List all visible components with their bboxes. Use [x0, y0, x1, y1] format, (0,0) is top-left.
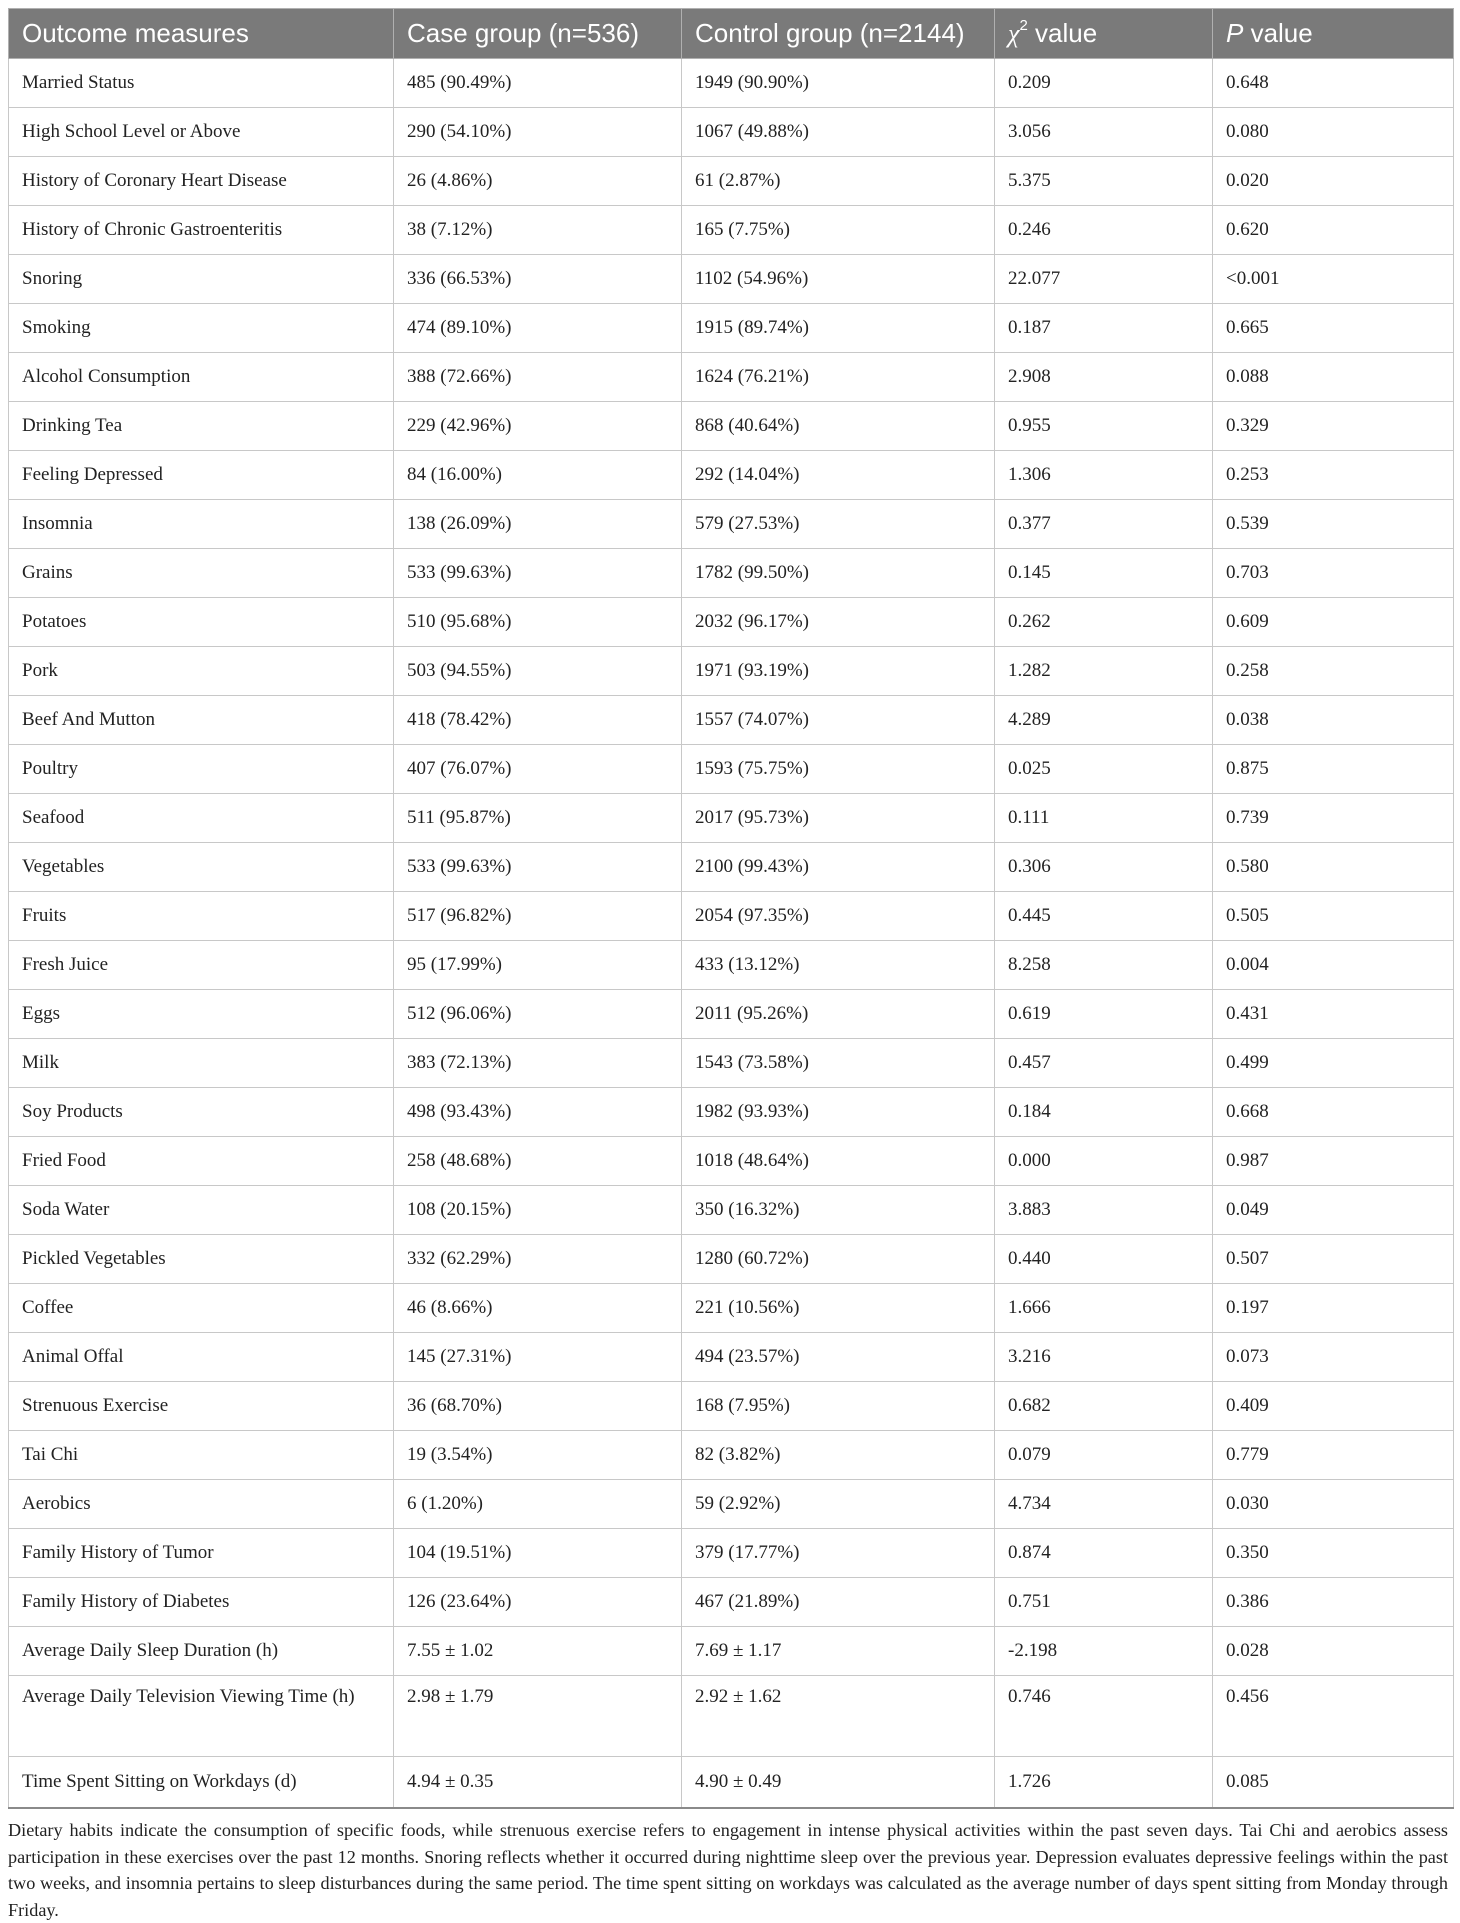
table-body	[9, 59, 1454, 1809]
cell-outcome-measure: Fried Food	[9, 1137, 394, 1186]
cell-p-value: 0.499	[1213, 1039, 1454, 1088]
cell-p-value: 0.431	[1213, 990, 1454, 1039]
cell-p-value: 0.020	[1213, 157, 1454, 206]
cell-p-value: 0.049	[1213, 1186, 1454, 1235]
table-row	[9, 892, 1454, 941]
cell-control-group: 168 (7.95%)	[682, 1382, 995, 1431]
cell-control-group: 350 (16.32%)	[682, 1186, 995, 1235]
cell-outcome-measure: Fresh Juice	[9, 941, 394, 990]
cell-p-value: 0.329	[1213, 402, 1454, 451]
cell-control-group: 292 (14.04%)	[682, 451, 995, 500]
cell-control-group: 221 (10.56%)	[682, 1284, 995, 1333]
cell-control-group: 1782 (99.50%)	[682, 549, 995, 598]
cell-p-value: 0.088	[1213, 353, 1454, 402]
cell-chi-square: 0.682	[995, 1382, 1213, 1431]
cell-case-group: 388 (72.66%)	[394, 353, 682, 402]
cell-outcome-measure: Strenuous Exercise	[9, 1382, 394, 1431]
cell-p-value: 0.028	[1213, 1627, 1454, 1676]
table-row	[9, 108, 1454, 157]
cell-p-value: 0.580	[1213, 843, 1454, 892]
cell-outcome-measure: Aerobics	[9, 1480, 394, 1529]
cell-chi-square: 4.289	[995, 696, 1213, 745]
header-chi-square-value	[995, 9, 1213, 59]
table-row	[9, 794, 1454, 843]
cell-chi-square: 1.666	[995, 1284, 1213, 1333]
cell-case-group: 7.55 ± 1.02	[394, 1627, 682, 1676]
table-row	[9, 451, 1454, 500]
cell-p-value: 0.665	[1213, 304, 1454, 353]
cell-chi-square: 0.145	[995, 549, 1213, 598]
chi-superscript: 2	[1019, 17, 1028, 35]
cell-chi-square: 1.726	[995, 1757, 1213, 1809]
cell-case-group: 2.98 ± 1.79	[394, 1676, 682, 1757]
table-row	[9, 1186, 1454, 1235]
cell-chi-square: 0.751	[995, 1578, 1213, 1627]
cell-case-group: 485 (90.49%)	[394, 59, 682, 108]
cell-control-group: 1982 (93.93%)	[682, 1088, 995, 1137]
table-row	[9, 647, 1454, 696]
cell-chi-square: 0.079	[995, 1431, 1213, 1480]
table-row	[9, 353, 1454, 402]
chi-symbol: χ	[1008, 19, 1020, 48]
cell-outcome-measure: Pickled Vegetables	[9, 1235, 394, 1284]
table-row	[9, 1480, 1454, 1529]
cell-control-group: 1102 (54.96%)	[682, 255, 995, 304]
cell-control-group: 1280 (60.72%)	[682, 1235, 995, 1284]
cell-outcome-measure: Vegetables	[9, 843, 394, 892]
cell-chi-square: 22.077	[995, 255, 1213, 304]
cell-case-group: 474 (89.10%)	[394, 304, 682, 353]
cell-outcome-measure: Potatoes	[9, 598, 394, 647]
table-row	[9, 1529, 1454, 1578]
table-row	[9, 1676, 1454, 1757]
cell-case-group: 407 (76.07%)	[394, 745, 682, 794]
cell-p-value: 0.609	[1213, 598, 1454, 647]
cell-p-value: 0.987	[1213, 1137, 1454, 1186]
cell-chi-square: 3.883	[995, 1186, 1213, 1235]
table-header	[9, 9, 1454, 59]
cell-outcome-measure: Smoking	[9, 304, 394, 353]
cell-p-value: 0.507	[1213, 1235, 1454, 1284]
cell-outcome-measure: Average Daily Sleep Duration (h)	[9, 1627, 394, 1676]
cell-outcome-measure: Family History of Tumor	[9, 1529, 394, 1578]
table-row	[9, 1039, 1454, 1088]
table-row	[9, 598, 1454, 647]
cell-p-value: 0.253	[1213, 451, 1454, 500]
cell-p-value: 0.038	[1213, 696, 1454, 745]
table-row	[9, 1333, 1454, 1382]
cell-case-group: 383 (72.13%)	[394, 1039, 682, 1088]
cell-chi-square: 0.457	[995, 1039, 1213, 1088]
cell-chi-square: 0.874	[995, 1529, 1213, 1578]
header-row	[9, 9, 1454, 59]
cell-control-group: 4.90 ± 0.49	[682, 1757, 995, 1809]
cell-control-group: 2054 (97.35%)	[682, 892, 995, 941]
table-row	[9, 304, 1454, 353]
cell-outcome-measure: Animal Offal	[9, 1333, 394, 1382]
cell-control-group: 2.92 ± 1.62	[682, 1676, 995, 1757]
cell-control-group: 868 (40.64%)	[682, 402, 995, 451]
cell-control-group: 1624 (76.21%)	[682, 353, 995, 402]
table-row	[9, 1088, 1454, 1137]
cell-outcome-measure: Tai Chi	[9, 1431, 394, 1480]
cell-chi-square: 2.908	[995, 353, 1213, 402]
cell-p-value: 0.703	[1213, 549, 1454, 598]
cell-p-value: 0.004	[1213, 941, 1454, 990]
cell-control-group: 1593 (75.75%)	[682, 745, 995, 794]
table-row	[9, 696, 1454, 745]
cell-case-group: 6 (1.20%)	[394, 1480, 682, 1529]
cell-chi-square: 0.111	[995, 794, 1213, 843]
cell-case-group: 511 (95.87%)	[394, 794, 682, 843]
cell-chi-square: 0.000	[995, 1137, 1213, 1186]
cell-case-group: 126 (23.64%)	[394, 1578, 682, 1627]
cell-control-group: 579 (27.53%)	[682, 500, 995, 549]
cell-control-group: 2100 (99.43%)	[682, 843, 995, 892]
cell-p-value: <0.001	[1213, 255, 1454, 304]
cell-case-group: 145 (27.31%)	[394, 1333, 682, 1382]
table-row	[9, 402, 1454, 451]
cell-control-group: 1949 (90.90%)	[682, 59, 995, 108]
cell-case-group: 104 (19.51%)	[394, 1529, 682, 1578]
cell-case-group: 38 (7.12%)	[394, 206, 682, 255]
cell-control-group: 1018 (48.64%)	[682, 1137, 995, 1186]
cell-control-group: 59 (2.92%)	[682, 1480, 995, 1529]
cell-control-group: 1067 (49.88%)	[682, 108, 995, 157]
cell-case-group: 517 (96.82%)	[394, 892, 682, 941]
cell-outcome-measure: Feeling Depressed	[9, 451, 394, 500]
table-row	[9, 843, 1454, 892]
cell-case-group: 36 (68.70%)	[394, 1382, 682, 1431]
table-row	[9, 941, 1454, 990]
cell-outcome-measure: High School Level or Above	[9, 108, 394, 157]
cell-outcome-measure: History of Chronic Gastroenteritis	[9, 206, 394, 255]
cell-case-group: 418 (78.42%)	[394, 696, 682, 745]
cell-p-value: 0.739	[1213, 794, 1454, 843]
cell-control-group: 2011 (95.26%)	[682, 990, 995, 1039]
cell-case-group: 4.94 ± 0.35	[394, 1757, 682, 1809]
cell-chi-square: 0.445	[995, 892, 1213, 941]
cell-p-value: 0.539	[1213, 500, 1454, 549]
outcome-measures-table	[8, 8, 1454, 1809]
cell-chi-square: 3.056	[995, 108, 1213, 157]
cell-case-group: 498 (93.43%)	[394, 1088, 682, 1137]
cell-outcome-measure: Poultry	[9, 745, 394, 794]
cell-p-value: 0.648	[1213, 59, 1454, 108]
cell-control-group: 82 (3.82%)	[682, 1431, 995, 1480]
cell-chi-square: 0.209	[995, 59, 1213, 108]
cell-outcome-measure: Seafood	[9, 794, 394, 843]
header-outcome-measures: Outcome measures	[9, 9, 394, 59]
cell-chi-square: 3.216	[995, 1333, 1213, 1382]
cell-case-group: 533 (99.63%)	[394, 549, 682, 598]
cell-outcome-measure: Soda Water	[9, 1186, 394, 1235]
cell-chi-square: 4.734	[995, 1480, 1213, 1529]
table-row	[9, 1627, 1454, 1676]
cell-control-group: 1971 (93.19%)	[682, 647, 995, 696]
cell-p-value: 0.409	[1213, 1382, 1454, 1431]
cell-control-group: 1557 (74.07%)	[682, 696, 995, 745]
cell-control-group: 1915 (89.74%)	[682, 304, 995, 353]
cell-p-value: 0.350	[1213, 1529, 1454, 1578]
cell-case-group: 533 (99.63%)	[394, 843, 682, 892]
cell-control-group: 7.69 ± 1.17	[682, 1627, 995, 1676]
table-row	[9, 1235, 1454, 1284]
chi-label: value	[1027, 18, 1098, 48]
cell-outcome-measure: Grains	[9, 549, 394, 598]
header-control-group: Control group (n=2144)	[682, 9, 995, 59]
cell-chi-square: 8.258	[995, 941, 1213, 990]
cell-outcome-measure: Married Status	[9, 59, 394, 108]
cell-control-group: 494 (23.57%)	[682, 1333, 995, 1382]
cell-p-value: 0.197	[1213, 1284, 1454, 1333]
cell-control-group: 165 (7.75%)	[682, 206, 995, 255]
cell-chi-square: -2.198	[995, 1627, 1213, 1676]
cell-case-group: 229 (42.96%)	[394, 402, 682, 451]
cell-p-value: 0.080	[1213, 108, 1454, 157]
cell-outcome-measure: Average Daily Television Viewing Time (h)	[9, 1676, 394, 1757]
cell-chi-square: 0.262	[995, 598, 1213, 647]
cell-control-group: 467 (21.89%)	[682, 1578, 995, 1627]
table-row	[9, 549, 1454, 598]
header-p-value	[1213, 9, 1454, 59]
cell-outcome-measure: Pork	[9, 647, 394, 696]
cell-case-group: 512 (96.06%)	[394, 990, 682, 1039]
cell-p-value: 0.456	[1213, 1676, 1454, 1757]
cell-p-value: 0.875	[1213, 745, 1454, 794]
cell-case-group: 510 (95.68%)	[394, 598, 682, 647]
cell-chi-square: 0.619	[995, 990, 1213, 1039]
cell-outcome-measure: Coffee	[9, 1284, 394, 1333]
table-row	[9, 1757, 1454, 1809]
table-row	[9, 1137, 1454, 1186]
cell-chi-square: 0.306	[995, 843, 1213, 892]
cell-outcome-measure: Beef And Mutton	[9, 696, 394, 745]
cell-chi-square: 0.184	[995, 1088, 1213, 1137]
table-row	[9, 157, 1454, 206]
cell-outcome-measure: Milk	[9, 1039, 394, 1088]
cell-p-value: 0.030	[1213, 1480, 1454, 1529]
cell-control-group: 61 (2.87%)	[682, 157, 995, 206]
cell-outcome-measure: Eggs	[9, 990, 394, 1039]
cell-case-group: 95 (17.99%)	[394, 941, 682, 990]
cell-case-group: 290 (54.10%)	[394, 108, 682, 157]
table-row	[9, 990, 1454, 1039]
cell-p-value: 0.668	[1213, 1088, 1454, 1137]
table-row	[9, 1284, 1454, 1333]
table-row	[9, 59, 1454, 108]
cell-outcome-measure: Soy Products	[9, 1088, 394, 1137]
cell-chi-square: 0.187	[995, 304, 1213, 353]
cell-case-group: 26 (4.86%)	[394, 157, 682, 206]
cell-p-value: 0.505	[1213, 892, 1454, 941]
table-row	[9, 206, 1454, 255]
header-case-group: Case group (n=536)	[394, 9, 682, 59]
cell-case-group: 336 (66.53%)	[394, 255, 682, 304]
cell-case-group: 258 (48.68%)	[394, 1137, 682, 1186]
cell-control-group: 1543 (73.58%)	[682, 1039, 995, 1088]
cell-p-value: 0.258	[1213, 647, 1454, 696]
cell-p-value: 0.073	[1213, 1333, 1454, 1382]
table-row	[9, 1578, 1454, 1627]
cell-outcome-measure: History of Coronary Heart Disease	[9, 157, 394, 206]
table-row	[9, 1382, 1454, 1431]
cell-case-group: 503 (94.55%)	[394, 647, 682, 696]
cell-case-group: 84 (16.00%)	[394, 451, 682, 500]
table-row	[9, 255, 1454, 304]
cell-chi-square: 0.377	[995, 500, 1213, 549]
cell-outcome-measure: Time Spent Sitting on Workdays (d)	[9, 1757, 394, 1809]
table-row	[9, 1431, 1454, 1480]
p-label: value	[1243, 18, 1313, 48]
cell-p-value: 0.779	[1213, 1431, 1454, 1480]
cell-chi-square: 0.746	[995, 1676, 1213, 1757]
cell-case-group: 138 (26.09%)	[394, 500, 682, 549]
cell-p-value: 0.085	[1213, 1757, 1454, 1809]
p-symbol: P	[1226, 18, 1244, 48]
cell-case-group: 332 (62.29%)	[394, 1235, 682, 1284]
cell-chi-square: 1.306	[995, 451, 1213, 500]
table-row	[9, 745, 1454, 794]
table-row	[9, 500, 1454, 549]
cell-chi-square: 0.955	[995, 402, 1213, 451]
cell-outcome-measure: Fruits	[9, 892, 394, 941]
cell-control-group: 2017 (95.73%)	[682, 794, 995, 843]
cell-control-group: 2032 (96.17%)	[682, 598, 995, 647]
cell-chi-square: 0.246	[995, 206, 1213, 255]
cell-outcome-measure: Insomnia	[9, 500, 394, 549]
cell-chi-square: 5.375	[995, 157, 1213, 206]
cell-case-group: 19 (3.54%)	[394, 1431, 682, 1480]
cell-control-group: 433 (13.12%)	[682, 941, 995, 990]
cell-chi-square: 0.440	[995, 1235, 1213, 1284]
cell-outcome-measure: Snoring	[9, 255, 394, 304]
cell-chi-square: 1.282	[995, 647, 1213, 696]
cell-p-value: 0.620	[1213, 206, 1454, 255]
cell-outcome-measure: Drinking Tea	[9, 402, 394, 451]
cell-chi-square: 0.025	[995, 745, 1213, 794]
cell-case-group: 46 (8.66%)	[394, 1284, 682, 1333]
cell-outcome-measure: Alcohol Consumption	[9, 353, 394, 402]
cell-case-group: 108 (20.15%)	[394, 1186, 682, 1235]
table-footnote: Dietary habits indicate the consumption of specific foods, while strenuous exercise refers to engagement in intense physical activities within the past seven days. Tai Chi and aerobics assess participation in these exercises over the past 12 months. Snoring reflects whether it occurred during nighttime sleep over the previous year. Depression evaluates depressive feelings within the past two weeks, and insomnia pertains to sleep disturbances during the same period. The time spent sitting on workdays was calculated as the average number of days spent sitting from Monday through Friday.	[8, 1820, 1448, 1920]
cell-outcome-measure: Family History of Diabetes	[9, 1578, 394, 1627]
cell-control-group: 379 (17.77%)	[682, 1529, 995, 1578]
cell-p-value: 0.386	[1213, 1578, 1454, 1627]
